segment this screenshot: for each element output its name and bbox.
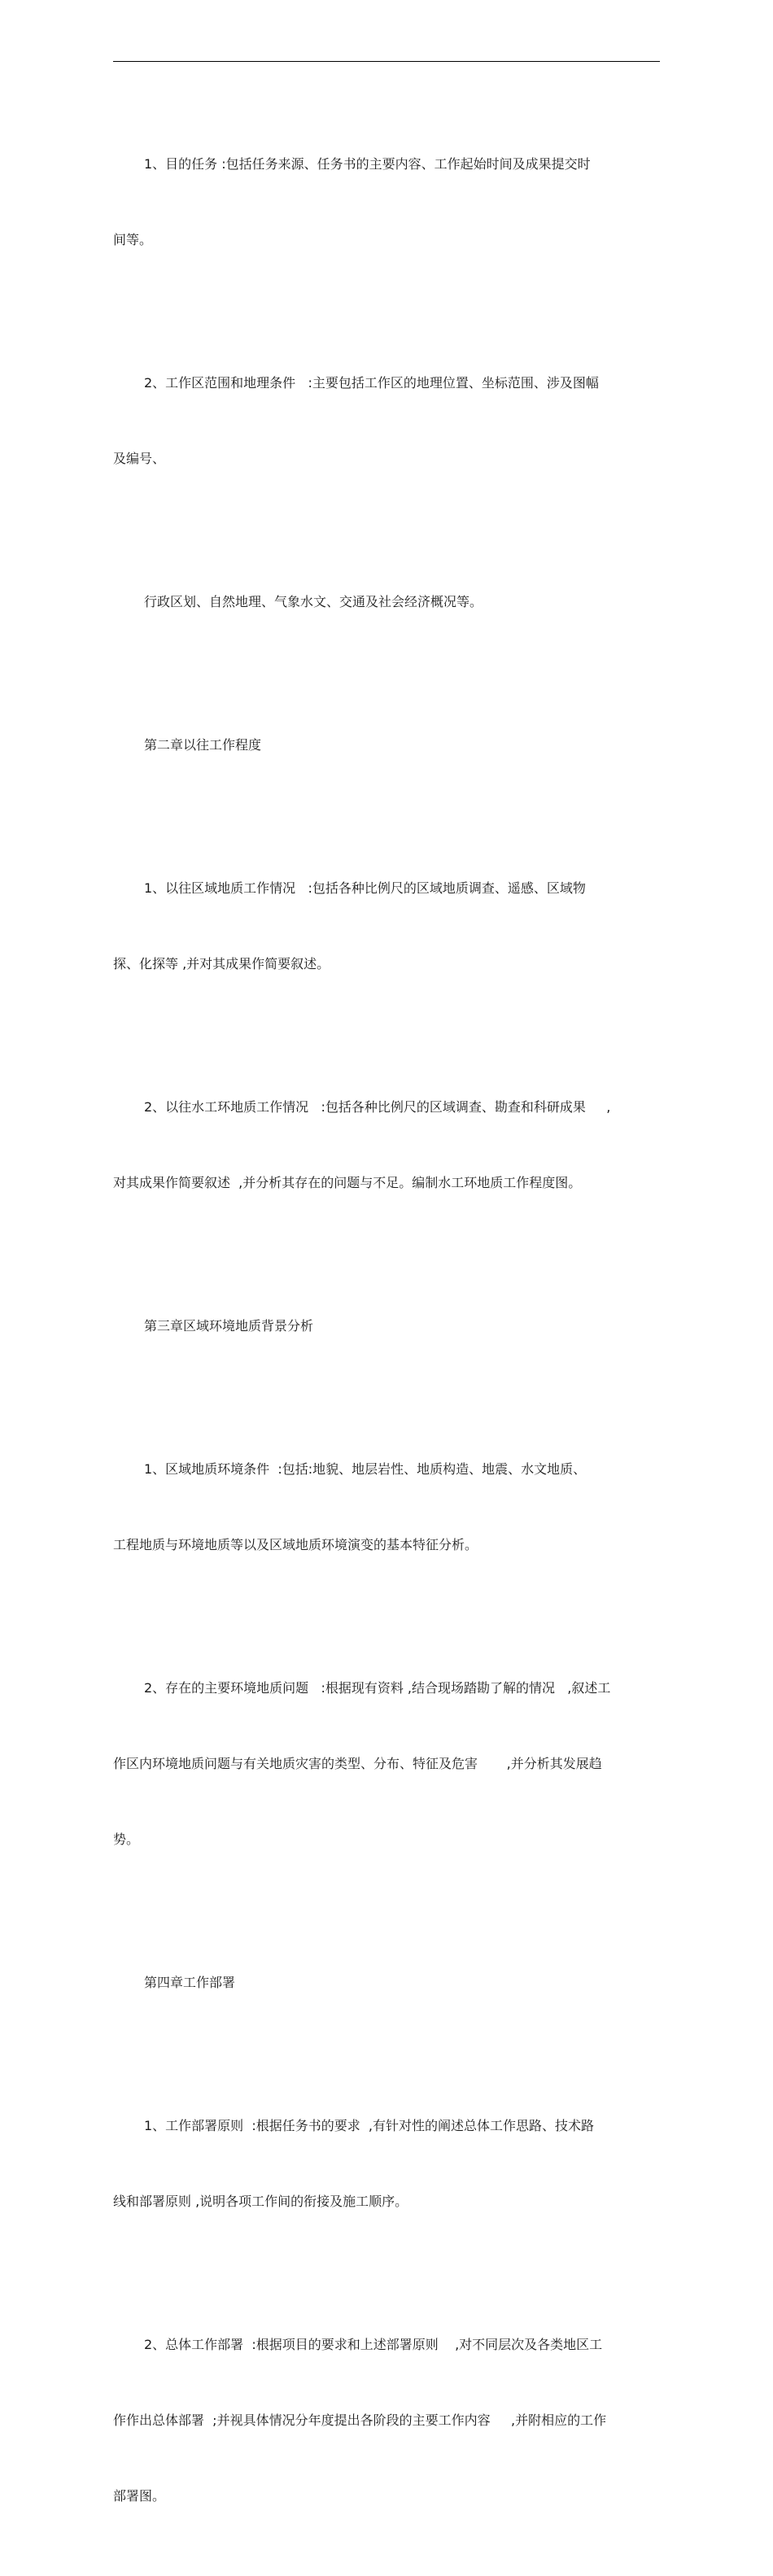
paragraph-purpose-task [113,101,650,303]
paragraph-admin-division [113,539,650,665]
text-line: 1、区域地质环境条件 :包括:地貌、地层岩性、地质构造、地震、水文地质、 [144,1461,587,1477]
text-line: 1、以往区域地质工作情况 :包括各种比例尺的区域地质调查、遥感、区域物 [144,880,586,896]
chapter-title: 第四章工作部署 [144,1975,236,1990]
paragraph-overall-deployment [113,2281,650,2559]
header-rule [113,61,660,62]
paragraph-work-area [113,320,650,522]
text-line: 2、工作区范围和地理条件 :主要包括工作区的地理位置、坐标范围、涉及图幅 [144,375,599,391]
paragraph-previous-regional-geology [113,825,650,1027]
text-line: 1、工作部署原则 :根据任务书的要求 ,有针对性的阐述总体工作思路、技术路 [144,2118,595,2133]
chapter-heading-3 [113,1263,650,1389]
text-line: 探、化探等 ,并对其成果作简要叙述。 [113,956,330,971]
paragraph-deployment-principles [113,2063,650,2264]
text-line: 2、存在的主要环境地质问题 :根据现有资料 ,结合现场踏勘了解的情况 ,叙述工 [144,1680,611,1696]
paragraph-regional-geo-environment [113,1406,650,1608]
text-line: 1、目的任务 :包括任务来源、任务书的主要内容、工作起始时间及成果提交时 [144,156,591,172]
text-line: 对其成果作简要叙述 ,并分析其存在的问题与不足。编制水工环地质工作程度图。 [113,1175,582,1190]
chapter-heading-2 [113,682,650,808]
text-line: 工程地质与环境地质等以及区域地质环境演变的基本特征分析。 [113,1537,478,1552]
paragraph-main-env-problems [113,1625,650,1902]
chapter-title: 第二章以往工作程度 [144,737,262,753]
text-line: 部署图。 [113,2488,166,2504]
text-line: 行政区划、自然地理、气象水文、交通及社会经济概况等。 [144,594,483,609]
text-line: 线和部署原则 ,说明各项工作间的衔接及施工顺序。 [113,2194,408,2209]
chapter-title: 第三章区域环境地质背景分析 [144,1318,314,1334]
text-line: 势。 [113,1832,140,1847]
document-body [113,101,650,2576]
text-line: 及编号、 [113,451,166,466]
text-line: 2、总体工作部署 :根据项目的要求和上述部署原则 ,对不同层次及各类地区工 [144,2337,603,2352]
text-line: 作区内环境地质问题与有关地质灾害的类型、分布、特征及危害 ,并分析其发展趋 [113,1756,602,1771]
text-line: 2、以往水工环地质工作情况 :包括各种比例尺的区域调查、勘查和科研成果 , [144,1099,611,1115]
paragraph-previous-hydro-geology [113,1044,650,1246]
text-line: 作作出总体部署 ;并视具体情况分年度提出各阶段的主要工作内容 ,并附相应的工作 [113,2412,607,2428]
text-line: 间等。 [113,232,153,247]
chapter-heading-4 [113,1919,650,2046]
